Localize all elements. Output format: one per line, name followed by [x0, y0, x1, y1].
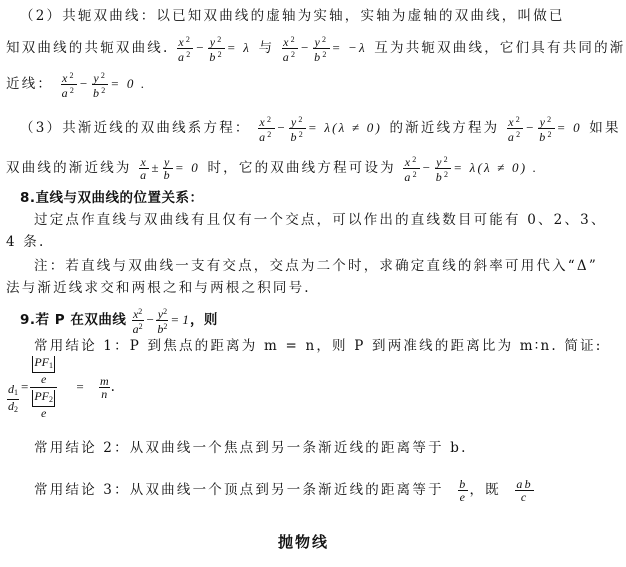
fraction-b-e: $\frac{b}{e}$: [459, 477, 468, 504]
item3-line2: 双曲线的渐近线为 $\frac{x}{a}$ ± $\frac{y}{b}$ = 0 时，它的双曲线方程可设为 $\frac{x^2}{a^2}$ − $\frac{y^2}{b^2}$ = λ(λ ≠ 0) .: [6, 155, 539, 184]
fraction-y2-b2: $\frac{y^2}{b^2}$: [435, 155, 451, 184]
parabola-heading: 抛物线: [277, 533, 329, 551]
conclusion1: 常用结论 1：P 到焦点的距离为 m = n，则 P 到两准线的距离比为 m∶n. 简证:: [34, 338, 603, 354]
section8-heading: 8.直线与双曲线的位置关系：: [20, 190, 204, 206]
item2-line2: 知双曲线的共轭双曲线. $\frac{x^2}{a^2}$ − $\frac{y^2}{b^2}$ = λ 与 $\frac{x^2}{a^2}$ − $\frac{y^2}{b^2}$ = −λ 互为共轭双曲线，它们具有共同的渐: [6, 35, 626, 64]
fraction-x2-a2: $\frac{x^2}{a^2}$: [259, 115, 274, 144]
fraction-y2-b2: $\frac{y^2}{b^2}$: [209, 35, 224, 64]
item3-line2-mid: 时，它的双曲线方程可设为: [207, 160, 396, 176]
conclusion1-formula: $\frac{d_1}{d_2}$ = $\frac{\frac{PF_1}{e}}{\frac{PF_2}{e}}$ = $\frac{m}{n}$ .: [8, 355, 115, 420]
fraction-m-n: $\frac{m}{n}$: [99, 374, 109, 401]
fraction-d1-d2: $\frac{d_1}{d_2}$: [8, 382, 18, 414]
item2-line3: 近线： $\frac{x^2}{a^2}$ − $\frac{y^2}{b^2}$ = 0 .: [6, 71, 147, 100]
conclusion3-mid: ，既: [469, 482, 501, 498]
fraction-y-b: $\frac{y}{b}$: [163, 155, 172, 182]
fraction-y2-b2: $\frac{y^2}{b^2}$: [314, 35, 329, 64]
item3-line1: （3）共渐近线的双曲线系方程： $\frac{x^2}{a^2}$ − $\frac{y^2}{b^2}$ = λ(λ ≠ 0) 的渐近线方程为 $\frac{x^2}{a^2}$ − $\frac{y^2}{b^2}$ = 0 如果: [20, 115, 621, 144]
section8-text2: 4 条.: [6, 234, 46, 250]
item3-line2-prefix: 双曲线的渐近线为: [6, 160, 132, 176]
item2-line3-prefix: 近线：: [6, 76, 54, 92]
fraction-y2-b2: $\frac{y^2}{b^2}$: [93, 71, 108, 100]
item3-prefix: （3）共渐近线的双曲线系方程：: [20, 120, 251, 136]
section8-note1: 注：若直线与双曲线一支有交点，交点为二个时，求确定直线的斜率可用代入“Δ”: [34, 258, 598, 274]
conclusion3-prefix: 常用结论 3：从双曲线一个顶点到另一条渐近线的距离等于: [34, 482, 444, 498]
fraction-x2-a2: $\frac{x^2}{a^2}$: [404, 155, 419, 184]
fraction-y2-b2: $\frac{y^2}{b^2}$: [157, 307, 168, 336]
fraction-x2-a2: $\frac{x^2}{a^2}$: [178, 35, 193, 64]
fraction-x2-a2: $\frac{x^2}{a^2}$: [61, 71, 77, 100]
period: .: [110, 379, 115, 395]
compound-fraction: [30, 356, 57, 419]
item2-intro: （2）共轭双曲线：以已知双曲线的虚轴为实轴，实轴为虚轴的双曲线，叫做已: [20, 8, 565, 24]
fraction-x-a: $\frac{x}{a}$: [140, 155, 149, 182]
section8-text1: 过定点作直线与双曲线有且仅有一个交点，可以作出的直线数目可能有 0、2、3、: [34, 212, 607, 228]
item3-mid: 的渐近线方程为: [389, 120, 500, 136]
fraction-ab-c: $\frac{ab}{c}$: [516, 477, 533, 504]
item2-line2-suffix: 互为共轭双曲线，它们具有共同的渐: [374, 40, 626, 56]
section9-heading-prefix: 9.若 P 在双曲线: [20, 312, 127, 328]
with-word: 与: [258, 40, 275, 56]
item3-suffix: 如果: [589, 120, 621, 136]
fraction-y2-b2: $\frac{y^2}{b^2}$: [539, 115, 554, 144]
section8-note2: 法与渐近线求交和两根之和与两根之积同号.: [6, 280, 311, 296]
section9-heading: 9.若 P 在双曲线 $\frac{x^2}{a^2}$ − $\frac{y^2}{b^2}$ = 1，则: [20, 307, 218, 336]
section9-heading-suffix: ，则: [189, 312, 218, 328]
item2-line2-prefix: 知双曲线的共轭双曲线.: [6, 40, 170, 56]
fraction-x2-a2: $\frac{x^2}{a^2}$: [507, 115, 523, 144]
fraction-PF2-e: $\frac{PF_2}{e}$: [34, 389, 54, 420]
fraction-x2-a2: $\frac{x^2}{a^2}$: [282, 35, 298, 64]
fraction-x2-a2: $\frac{x^2}{a^2}$: [132, 307, 143, 336]
fraction-y2-b2: $\frac{y^2}{b^2}$: [290, 115, 305, 144]
fraction-PF1-e: $\frac{PF_1}{e}$: [34, 355, 54, 386]
conclusion2: 常用结论 2：从双曲线一个焦点到另一条渐近线的距离等于 b.: [34, 440, 468, 456]
conclusion3: [34, 478, 535, 503]
